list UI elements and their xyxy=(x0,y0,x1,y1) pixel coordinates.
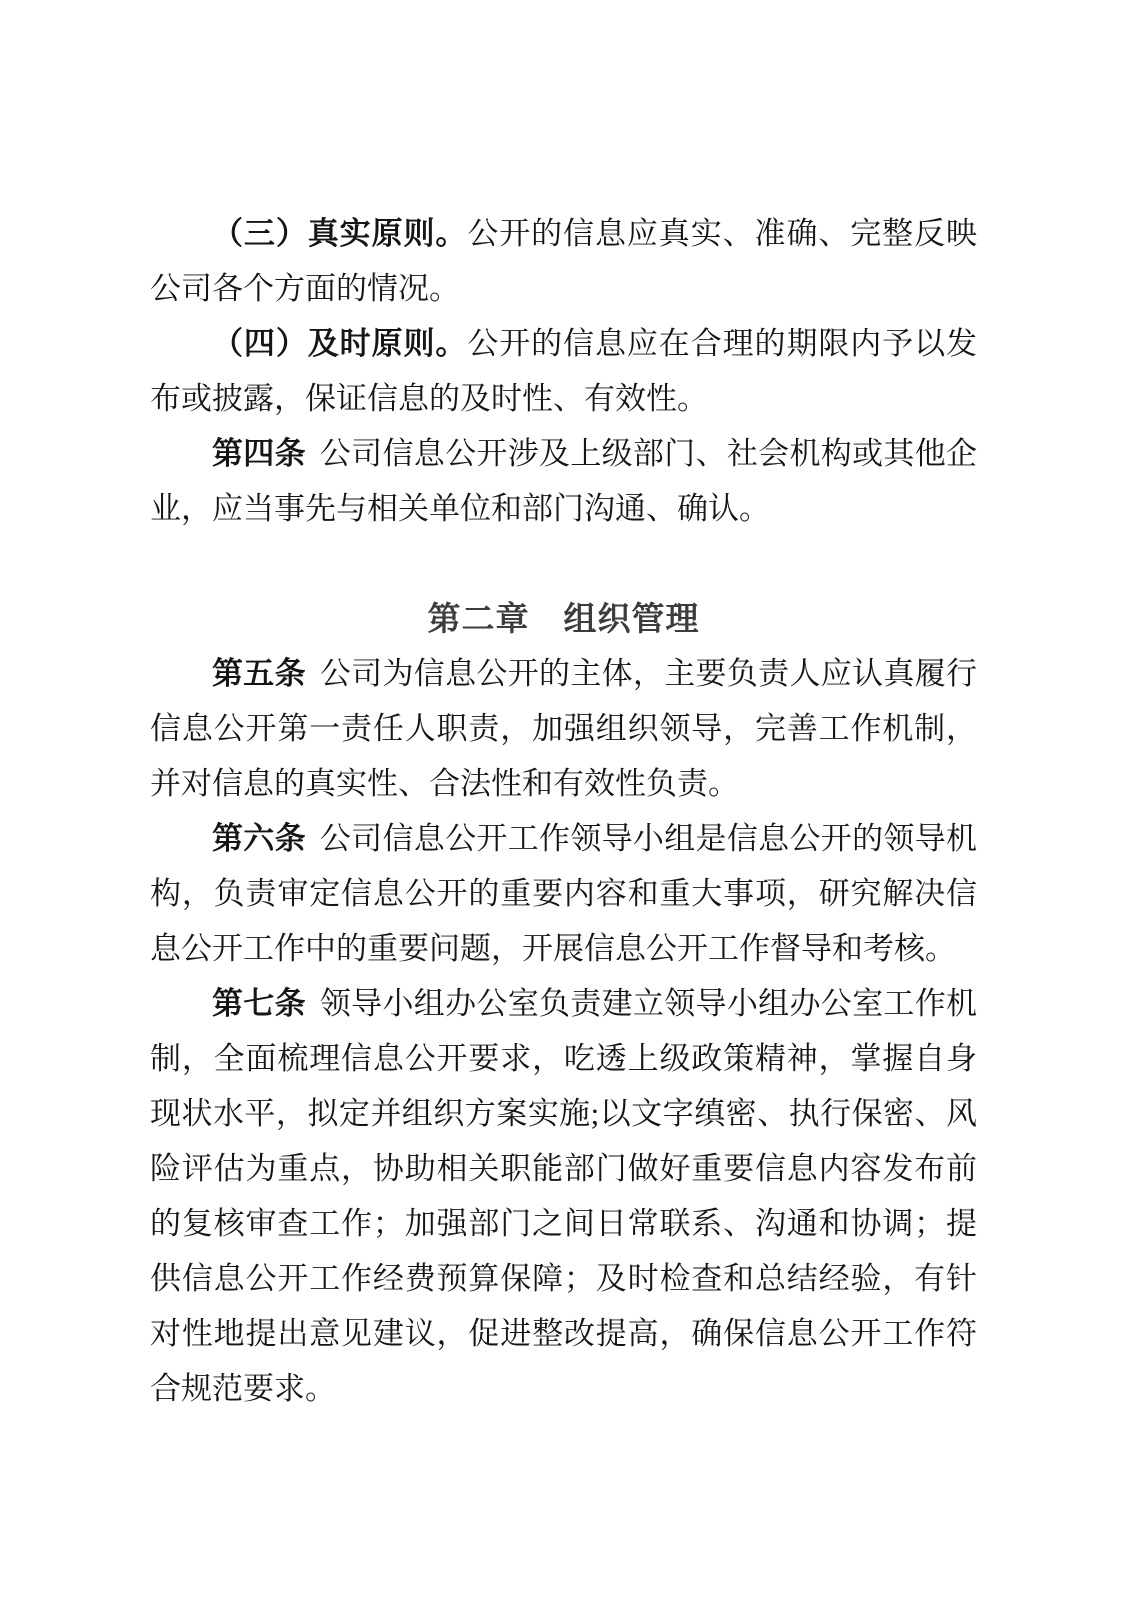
paragraph-article-5 xyxy=(150,646,977,811)
paragraph-article-7 xyxy=(150,976,977,1416)
paragraph-text: 公司为信息公开的主体，主要负责人应认真履行信息公开第一责任人职责，加强组织领导，完善工作机制，并对信息的真实性、合法性和有效性负责。 xyxy=(150,656,977,801)
article-number-label: 第七条 xyxy=(212,986,306,1021)
article-number-label: 第五条 xyxy=(212,656,306,691)
article-number-label: 第六条 xyxy=(212,821,306,856)
paragraph-article-6 xyxy=(150,811,977,976)
paragraph-article-4 xyxy=(150,426,977,536)
paragraph-text: 领导小组办公室负责建立领导小组办公室工作机制，全面梳理信息公开要求，吃透上级政策精神，掌握自身现状水平，拟定并组织方案实施;以文字缜密、执行保密、风险评估为重点，协助相关职能部门做好重要信息内容发布前的复核审查工作；加强部门之间日常联系、沟通和协调；提供信息公开工作经费预算保障；及时检查和总结经验，有针对性地提出意见建议，促进整改提高，确保信息公开工作符合规范要求。 xyxy=(150,986,977,1406)
paragraph-bold-label: （三）真实原则。 xyxy=(212,216,468,251)
paragraph-text: 公司信息公开涉及上级部门、社会机构或其他企业，应当事先与相关单位和部门沟通、确认。 xyxy=(150,436,977,526)
article-number-label: 第四条 xyxy=(212,436,306,471)
document-content xyxy=(150,206,977,1416)
paragraph-principle-truthful xyxy=(150,206,977,316)
chapter-heading: 第二章 组织管理 xyxy=(427,600,700,637)
paragraph-bold-label: （四）及时原则。 xyxy=(212,326,468,361)
paragraph-text: 公开的信息应真实、准确、完整反映公司各个方面的情况。 xyxy=(150,216,978,306)
paragraph-text: 公开的信息应在合理的期限内予以发布或披露，保证信息的及时性、有效性。 xyxy=(150,326,978,416)
paragraph-principle-timely xyxy=(150,316,977,426)
paragraph-text: 公司信息公开工作领导小组是信息公开的领导机构，负责审定信息公开的重要内容和重大事项，研究解决信息公开工作中的重要问题，开展信息公开工作督导和考核。 xyxy=(150,821,977,966)
